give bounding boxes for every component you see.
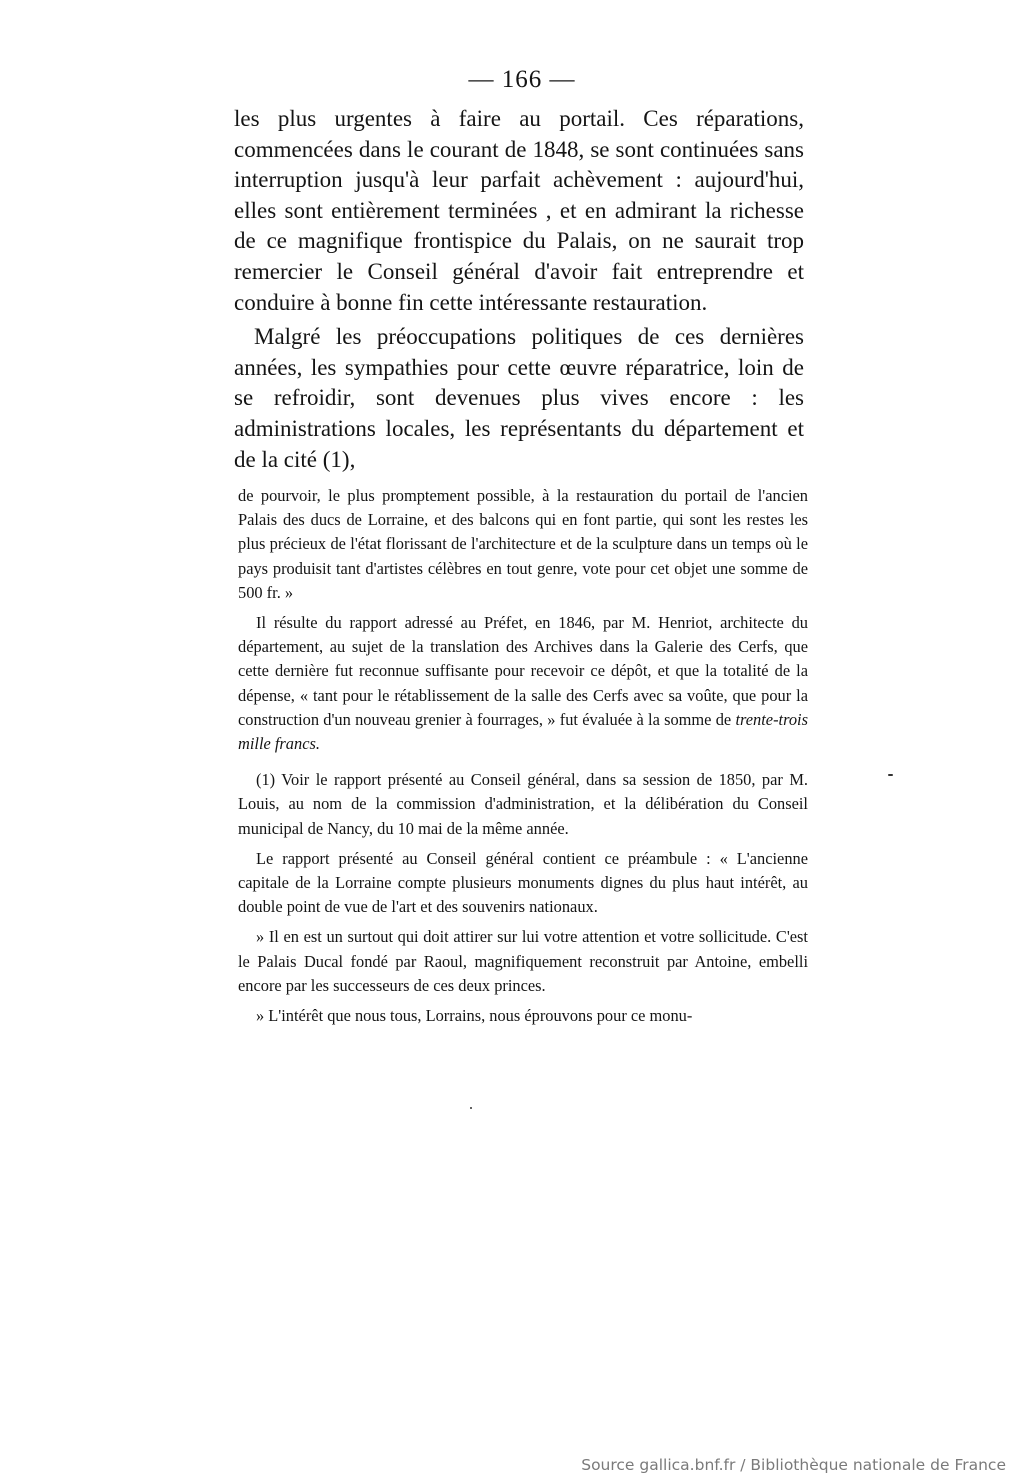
footnote-interet: » L'intérêt que nous tous, Lorrains, nous éprouvons pour ce monu-: [256, 1006, 693, 1026]
footnote-1: (1) Voir le rapport présenté au Conseil général, dans sa session de 1850, par M. Louis, au nom de la commission d'administration, et la délibération du Conseil municipal de Nancy, du 10 mai de la même année.: [238, 770, 808, 838]
source-credit: Source gallica.bnf.fr / Bibliothèque nationale de France: [581, 1456, 1006, 1474]
page-number: — 166 —: [468, 66, 576, 93]
scan-speck: [888, 774, 893, 776]
footnote-henriot-text: Il résulte du rapport adressé au Préfet, en 1846, par M. Henriot, architecte du département, au sujet de la translation des Archives dans la Galerie des Cerfs, que cette dernière fut reconnue suffisante pour recevoir ce dépôt, et que la totalité de la dépense, « tant pour le rétablissement de la salle des Cerfs avec sa voûte, que pour la construction d'un nouveau grenier à fourrages, » fut évaluée à la somme de: [238, 613, 808, 729]
main-paragraph-2: Malgré les préoccupations politiques de ces dernières années, les sympathies pour cette œuvre réparatrice, loin de se refroidir, sont devenues plus vives encore : les administrations locales, les représentants du département et de la cité (1),: [234, 324, 804, 472]
footnote-continuation: de pourvoir, le plus promptement possible, à la restauration du portail de l'ancien Palais des ducs de Lorraine, et des balcons qui en font partie, qui sont les restes les plus précieux de l'état florissant de l'architecture et de la sculpture dans un temps où le pays produisit tant d'artistes célèbres en tout genre, vote pour cet objet une somme de 500 fr. »: [238, 486, 808, 602]
footnote-henriot-amount: trente-trois mille francs.: [238, 709, 808, 754]
footnote-palais-ducal: » Il en est un surtout qui doit attirer sur lui votre attention et votre sollicitude. C'est le Palais Ducal fondé par Raoul, magnifiquement reconstruit par Antoine, embelli encore par les successeurs de ces deux princes.: [238, 927, 808, 995]
footnote-preamble: Le rapport présenté au Conseil général contient ce préambule : « L'ancienne capitale de la Lorraine compte plusieurs monuments dignes du plus haut intérêt, au double point de vue de l'art et des souvenirs nationaux.: [238, 848, 808, 917]
footnote-henriot: [238, 611, 808, 756]
scan-speck: [470, 1107, 472, 1109]
main-text: [234, 104, 804, 475]
footnotes: [238, 484, 808, 1028]
main-paragraph-1: les plus urgentes à faire au portail. Ces réparations, commencées dans le courant de 1848, se sont continuées sans interruption jusqu'à leur parfait achèvement : aujourd'hui, elles sont entièrement terminées , et en admirant la richesse de ce magnifique frontispice du Palais, on ne saurait trop remercier le Conseil général d'avoir fait entreprendre et conduire à bonne fin cette intéressante restauration.: [234, 106, 804, 315]
